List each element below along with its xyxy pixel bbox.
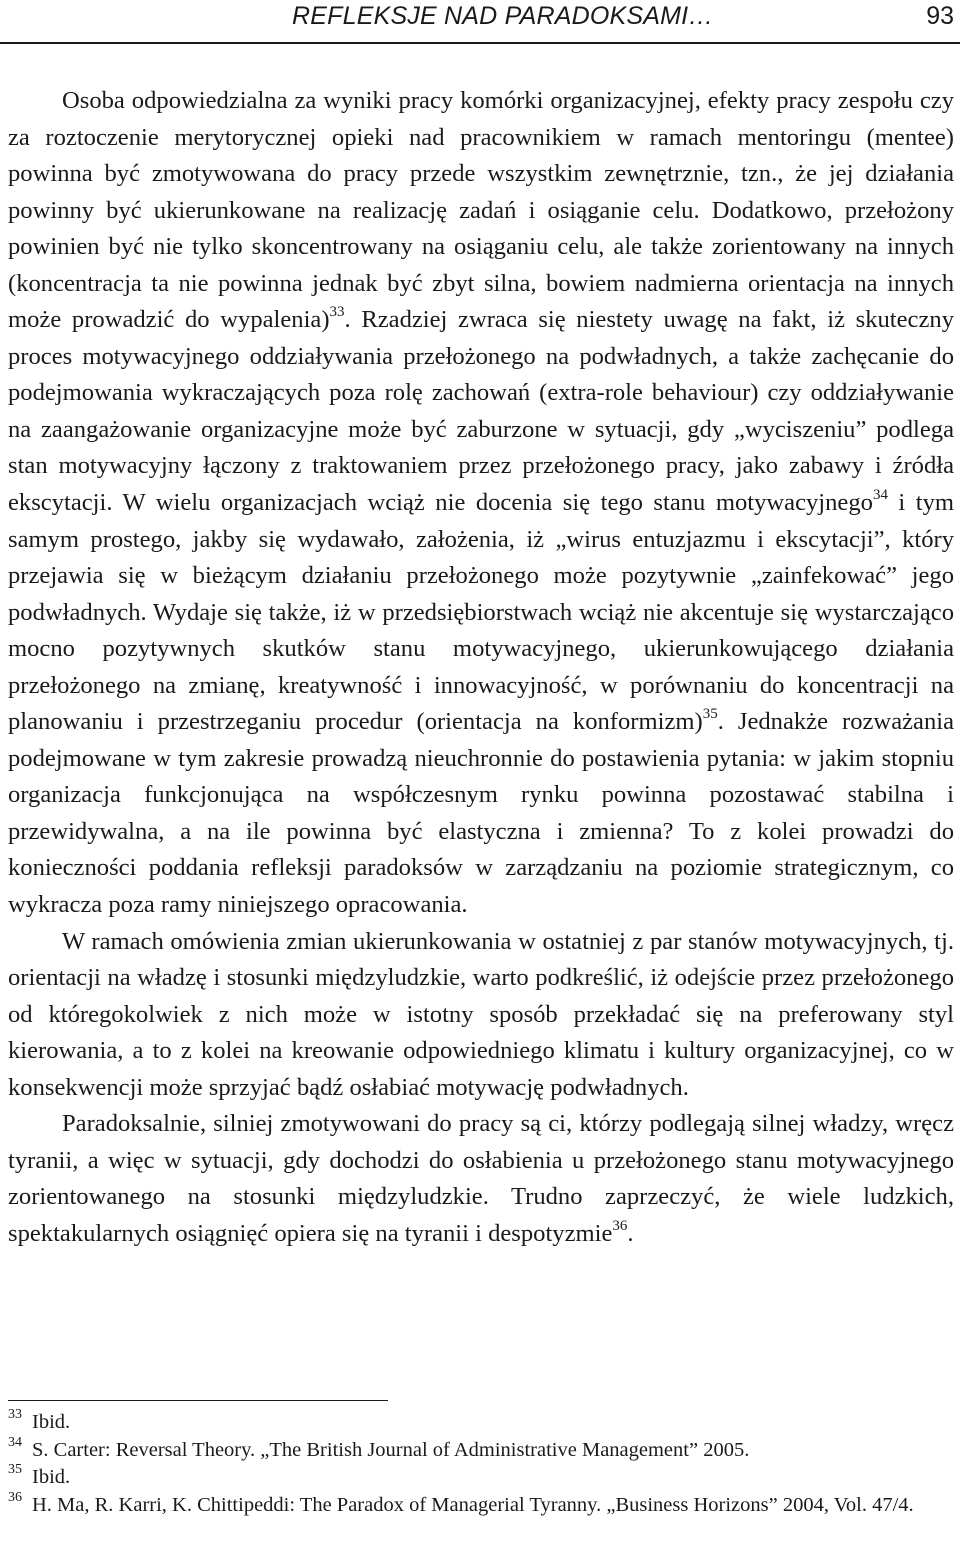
paragraph-1-part-c: i tym samym prostego, jakby się wydawało, założenia, iż „wirus entuzjazmu i ekscytacji”, który przejawia się w bieżącym działaniu przełożonego może pozytywnie „zainfekować” jego podwładnych. Wydaje się także, iż w przedsiębiorstwach wciąż nie akcentuje się wystarczająco mocno pozytywnych skutków stanu motywacyjnego, ukierunkowującego działania przełożonego na zmianę, kreatywność i innowacyjność, w porównaniu do koncentracji na planowaniu i przestrzeganiu procedur (orientacja na konformizm): [8, 489, 955, 736]
footnote-ref-34: 34: [872, 486, 888, 503]
paragraph-2: W ramach omówienia zmian ukierunkowania w ostatniej z par stanów motywacyjnych, tj. orientacji na władzę i stosunki międzyludzkie, warto podkreślić, iż odejście przez przełożonego od któregokolwiek z nich może w istotny sposób przekładać się na preferowany styl kierowania, a to z kolei na kreowanie odpowiedniego klimatu i kultury organizacyjnej, co w konsekwencji może sprzyjać bądź osłabiać motywację podwładnych.: [8, 927, 954, 1101]
footnotes: [8, 1409, 954, 1519]
footnote-ref-35: 35: [702, 706, 718, 723]
footnote-36: [8, 1489, 954, 1520]
paragraph-3-part-a: Paradoksalnie, silniej zmotywowani do pracy są ci, którzy podlegają silnej władzy, wręcz tyranii, a więc w sytuacji, gdy dochodzi do osłabienia u przełożonego stanu motywacyjnego zorientowanego na stosunki międzyludzkie. Trudno zaprzeczyć, że wiele ludzkich, spektakularnych osiągnięć opiera się na tyranii i despotyzmie: [8, 1110, 954, 1247]
footnote-text: Ibid.: [32, 1466, 71, 1488]
footnote-text: H. Ma, R. Karri, K. Chittipeddi: The Paradox of Managerial Tyranny. „Business Horizons” 2004, Vol. 47/4.: [32, 1493, 914, 1516]
footnote-number: 35: [8, 1462, 22, 1477]
footnote-ref-36: 36: [612, 1217, 628, 1234]
running-title: REFLEKSJE NAD PARADOKSAMI…: [292, 2, 714, 30]
paragraph-3-part-b: .: [627, 1219, 634, 1247]
footnote-33: [8, 1409, 954, 1437]
footnote-text: Ibid.: [32, 1411, 71, 1433]
paragraph-1: [8, 83, 954, 924]
footnote-35: [8, 1464, 954, 1492]
footnote-number: 33: [8, 1407, 22, 1422]
paragraph-1-part-a: Osoba odpowiedzialna za wyniki pracy komórki organizacyjnej, efekty pracy zespołu czy za roztoczenie merytorycznej opieki nad pracownikiem w ramach mentoringu (mentee) powinna być zmotywowana do pracy przede wszystkim zewnętrznie, tzn., że jej działania powinny być ukierunkowane na realizację zadań i osiąganie celu. Dodatkowo, przełożony powinien być nie tylko skoncentrowany na osiąganiu celu, ale także zorientowany na innych (koncentracja ta nie powinna jednak być zbyt silna, bowiem nadmierna orientacja na innych może prowadzić do wypalenia): [8, 87, 954, 334]
main-text: [8, 83, 954, 1253]
footnote-34: [8, 1434, 954, 1465]
paragraph-1-part-d: . Jednakże rozważania podejmowane w tym zakresie prowadzą nieuchronnie do postawienia pytania: w jakim stopniu organizacja funkcjonująca na współczesnym rynku powinna pozostawać stabilna i przewidywalna, a na ile powinna być elastyczna i zmienna? To z kolei prowadzi do konieczności poddania refleksji paradoksów w zarządzaniu na poziomie strategicznym, co wykracza poza ramy niniejszego opracowania.: [8, 708, 954, 919]
paragraph-3: [8, 1106, 954, 1252]
footnote-number: 34: [8, 1434, 22, 1450]
paragraph-1-part-b: . Rzadziej zwraca się niestety uwagę na fakt, iż skuteczny proces motywacyjnego oddziaływania przełożonego na podwładnych, a także zachęcanie do podejmowania wykraczających poza rolę zachowań (extra-role behaviour) czy oddziaływanie na zaangażowanie organizacyjne może być zaburzone w sytuacji, gdy „wyciszeniu” podlega stan motywacyjny łączony z traktowaniem przez przełożonego pracy, jako zabawy i źródła ekscytacji. W wielu organizacjach wciąż nie docenia się tego stanu motywacyjnego: [8, 306, 954, 517]
footnote-ref-33: 33: [329, 304, 345, 321]
page-number: 93: [926, 2, 954, 30]
footnote-number: 36: [8, 1489, 22, 1505]
running-header: [0, 0, 960, 44]
footnote-separator: [8, 1400, 388, 1401]
footnote-text: S. Carter: Reversal Theory. „The British Journal of Administrative Management” 2005.: [32, 1438, 750, 1461]
